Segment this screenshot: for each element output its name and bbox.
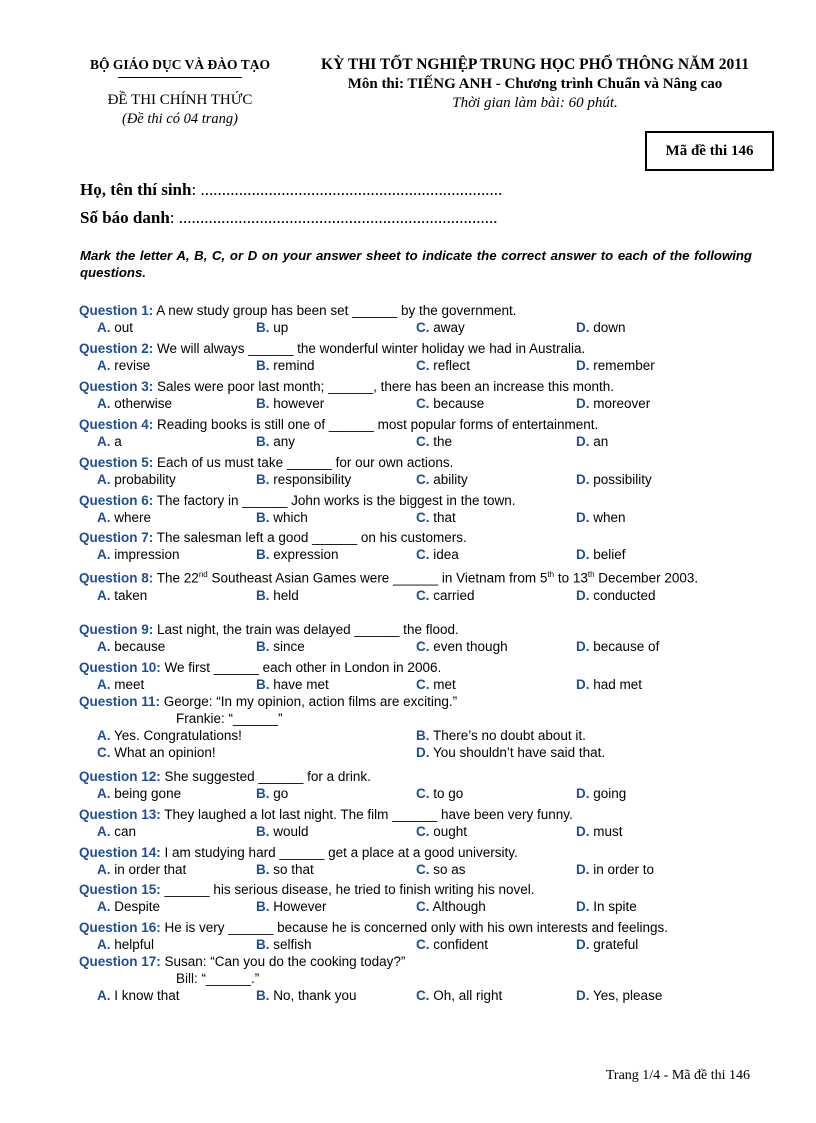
question-3 <box>79 378 759 412</box>
ministry-name: BỘ GIÁO DỤC VÀ ĐÀO TẠO <box>90 57 270 72</box>
option-b: B. remind <box>256 358 315 373</box>
option-c: C. so as <box>416 862 466 877</box>
question-11 <box>79 693 759 761</box>
candidate-id-label: Số báo danh <box>80 208 170 227</box>
option-a: A. because <box>97 639 166 654</box>
option-b: B. No, thank you <box>256 988 357 1003</box>
question-text: He is very ______ because he is concerned only with his own interests and feelings. <box>160 920 669 935</box>
question-label: Question 16: <box>79 920 161 935</box>
question-7 <box>79 529 759 563</box>
question-label: Question 12: <box>79 769 161 784</box>
option-b: B. up <box>256 320 289 335</box>
instruction-text: Mark the letter A, B, C, or D on your answer sheet to indicate the correct answer to each of the following questions. <box>80 248 752 280</box>
candidate-name-dots: : ....................................................................... <box>191 180 503 199</box>
official-exam-label: ĐỀ THI CHÍNH THỨC <box>107 92 253 108</box>
dialogue-reply: Frankie: “______” <box>176 711 283 726</box>
option-d: D. possibility <box>576 472 652 487</box>
option-a: A. can <box>97 824 137 839</box>
option-b: B. go <box>256 786 289 801</box>
question-text: I am studying hard ______ get a place at a good university. <box>160 845 518 860</box>
question-text: A new study group has been set ______ by the government. <box>153 303 517 318</box>
ordinal-suffix: nd <box>198 570 208 579</box>
option-d: D. belief <box>576 547 626 562</box>
option-d: D. when <box>576 510 626 525</box>
option-c: C. What an opinion! <box>97 745 216 760</box>
exam-code-box <box>645 131 774 171</box>
question-label: Question 6: <box>79 493 154 508</box>
question-9 <box>79 621 759 655</box>
option-c: C. carried <box>416 587 475 603</box>
option-b: B. since <box>256 639 305 654</box>
option-d: D. down <box>576 320 626 335</box>
question-text-part: The 22 <box>153 570 199 586</box>
option-b: B. expression <box>256 547 339 562</box>
question-8 <box>79 566 759 604</box>
option-a: A. being gone <box>97 786 182 801</box>
option-c: C. Oh, all right <box>416 988 503 1003</box>
option-d: D. You shouldn’t have said that. <box>416 745 606 760</box>
candidate-id-dots: : ........................................................................... <box>169 208 498 227</box>
option-c: C. because <box>416 396 485 411</box>
option-d: D. an <box>576 434 609 449</box>
question-17 <box>79 953 759 1004</box>
question-label: Question 8: <box>79 570 154 586</box>
option-d: D. grateful <box>576 937 639 952</box>
question-label: Question 1: <box>79 303 154 318</box>
option-d: D. had met <box>576 677 643 692</box>
option-b: B. however <box>256 396 325 411</box>
question-text: They laughed a lot last night. The film ______ have been very funny. <box>160 807 573 822</box>
question-label: Question 9: <box>79 622 154 637</box>
question-text: ______ his serious disease, he tried to finish writing his novel. <box>160 882 535 897</box>
ordinal-suffix: th <box>547 570 555 579</box>
option-a: A. Yes. Congratulations! <box>97 728 242 743</box>
option-a: A. impression <box>97 547 180 562</box>
question-label: Question 11: <box>79 694 161 709</box>
page-footer: Trang 1/4 - Mã đề thi 146 <box>605 1068 750 1083</box>
option-d: D. in order to <box>576 862 655 877</box>
option-b: B. selfish <box>256 937 312 952</box>
question-text-part: to 13 <box>554 570 588 586</box>
candidate-name-field <box>80 180 502 200</box>
question-text: She suggested ______ for a drink. <box>160 769 371 784</box>
option-a: A. helpful <box>97 937 155 952</box>
option-c: C. ought <box>416 824 468 839</box>
question-10 <box>79 659 759 693</box>
option-c: C. confident <box>416 937 489 952</box>
question-text: We will always ______ the wonderful winter holiday we had in Australia. <box>153 341 586 356</box>
header-divider <box>118 77 242 78</box>
question-text-part: December 2003. <box>594 570 699 586</box>
option-c: C. idea <box>416 547 459 562</box>
option-b: B. There’s no doubt about it. <box>416 728 586 743</box>
question-text: Susan: “Can you do the cooking today?” <box>160 954 406 969</box>
option-a: A. taken <box>97 587 148 603</box>
option-c: C. even though <box>416 639 508 654</box>
option-d: D. moreover <box>576 396 651 411</box>
option-a: A. I know that <box>97 988 180 1003</box>
option-c: C. Although <box>416 899 486 914</box>
question-13 <box>79 806 759 840</box>
question-text: Reading books is still one of ______ most popular forms of entertainment. <box>153 417 599 432</box>
question-1 <box>79 302 759 336</box>
option-a: A. in order that <box>97 862 187 877</box>
question-text-part: Southeast Asian Games were ______ in Vietnam from 5 <box>207 570 548 586</box>
question-text: George: “In my opinion, action films are exciting.” <box>160 694 458 709</box>
option-a: A. Despite <box>97 899 161 914</box>
question-text: The factory in ______ John works is the biggest in the town. <box>153 493 516 508</box>
question-text: Last night, the train was delayed ______ the flood. <box>153 622 459 637</box>
option-b: B. However <box>256 899 327 914</box>
option-a: A. otherwise <box>97 396 173 411</box>
option-c: C. reflect <box>416 358 471 373</box>
option-b: B. so that <box>256 862 314 877</box>
exam-title: KỲ THI TỐT NGHIỆP TRUNG HỌC PHỔ THÔNG NĂM 2011 <box>321 56 749 73</box>
option-a: A. a <box>97 434 122 449</box>
pages-note: (Đề thi có 04 trang) <box>122 111 238 127</box>
option-d: D. conducted <box>576 587 656 603</box>
option-d: D. because of <box>576 639 660 654</box>
option-b: B. would <box>256 824 309 839</box>
option-b: B. any <box>256 434 296 449</box>
question-14 <box>79 844 759 878</box>
option-d: D. remember <box>576 358 655 373</box>
question-label: Question 13: <box>79 807 161 822</box>
option-d: D. Yes, please <box>576 988 663 1003</box>
question-text: Sales were poor last month; ______, there has been an increase this month. <box>153 379 615 394</box>
option-c: C. the <box>416 434 453 449</box>
question-12 <box>79 768 759 802</box>
question-label: Question 14: <box>79 845 161 860</box>
question-2 <box>79 340 759 374</box>
question-label: Question 17: <box>79 954 161 969</box>
question-label: Question 7: <box>79 530 154 545</box>
question-label: Question 5: <box>79 455 154 470</box>
option-a: A. out <box>97 320 134 335</box>
exam-time: Thời gian làm bài: 60 phút. <box>452 95 618 111</box>
question-15 <box>79 881 759 915</box>
question-16 <box>79 919 759 953</box>
question-5 <box>79 454 759 488</box>
option-a: A. where <box>97 510 152 525</box>
option-c: C. away <box>416 320 465 335</box>
option-d: D. must <box>576 824 623 839</box>
option-c: C. met <box>416 677 456 692</box>
option-d: D. going <box>576 786 627 801</box>
question-6 <box>79 492 759 526</box>
question-label: Question 3: <box>79 379 154 394</box>
question-text: The salesman left a good ______ on his customers. <box>153 530 467 545</box>
candidate-name-label: Họ, tên thí sinh <box>80 180 192 199</box>
option-a: A. meet <box>97 677 145 692</box>
option-d: D. In spite <box>576 899 637 914</box>
ordinal-suffix: th <box>587 570 595 579</box>
option-a: A. probability <box>97 472 176 487</box>
exam-subject: Môn thi: TIẾNG ANH - Chương trình Chuẩn và Nâng cao <box>347 76 723 92</box>
question-label: Question 4: <box>79 417 154 432</box>
question-4 <box>79 416 759 450</box>
question-text: We first ______ each other in London in 2006. <box>160 660 442 675</box>
question-label: Question 15: <box>79 882 161 897</box>
option-c: C. that <box>416 510 456 525</box>
option-a: A. revise <box>97 358 151 373</box>
question-label: Question 10: <box>79 660 161 675</box>
option-b: B. have met <box>256 677 329 692</box>
option-c: C. ability <box>416 472 468 487</box>
dialogue-reply: Bill: “______.” <box>176 971 260 986</box>
option-b: B. which <box>256 510 308 525</box>
option-c: C. to go <box>416 786 464 801</box>
option-b: B. held <box>256 587 299 603</box>
question-text: Each of us must take ______ for our own actions. <box>153 455 454 470</box>
option-b: B. responsibility <box>256 472 352 487</box>
exam-code: Mã đề thi 146 <box>665 142 754 159</box>
candidate-id-field <box>80 208 498 228</box>
question-label: Question 2: <box>79 341 154 356</box>
